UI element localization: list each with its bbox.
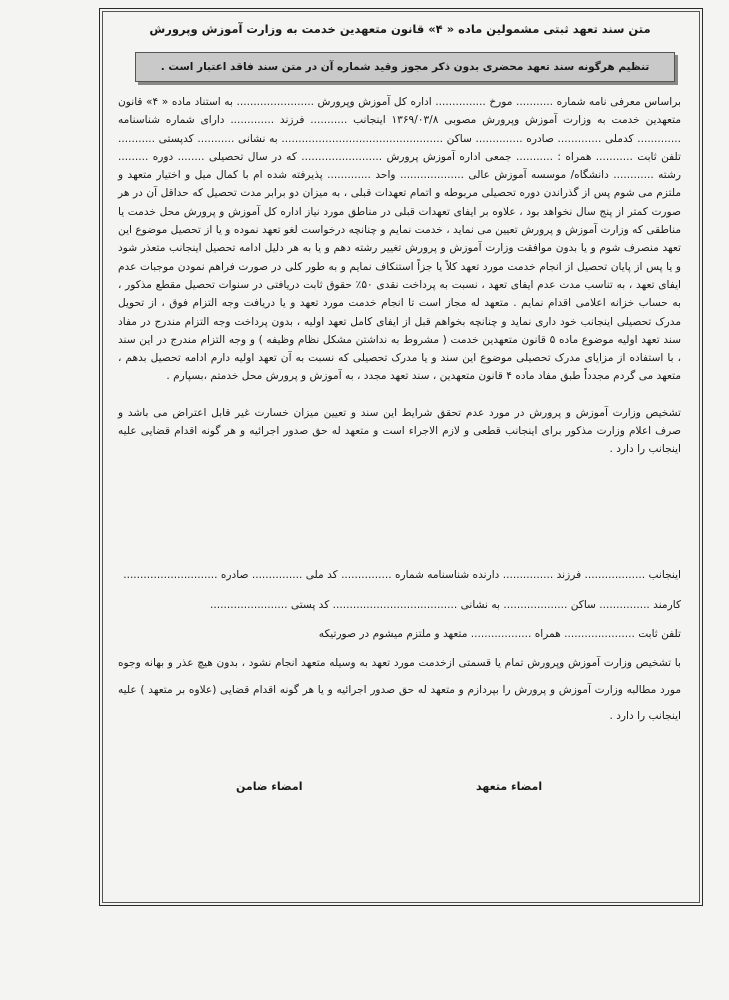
guarantor-row-phone: تلفن ثابت ..................... همراه .................. متعهد و ملتزم میشوم در صورتیکه [318,628,681,641]
guarantor-row-identity: اینجانب .................. فرزند ............... دارنده شناسنامه شماره ............... کد ملی ............... صادره ............................ [123,569,681,581]
assessment-paragraph: تشخیص وزارت آموزش و پرورش در مورد عدم تحقق شرایط این سند و تعیین میزان خسارت غیر قابل اعتراض می باشد و صرف اعلام وزارت مذکور برای اینجانب قطعی و لازم الاجراء است و متعهد له حق صدور اجرائیه و هر گونه اقدام قضایی علیه اینجانب را دارد . [118,406,681,456]
guarantor-paragraph: با تشخیص وزارت آموزش وپرورش تمام یا قسمتی ازخدمت مورد تعهد به وسیله متعهد انجام نشود ، بدون هیچ عذر و بهانه وجوه مورد مطالبه وزارت آموزش و پرورش را بپردازم و متعهد له حق صدور اجرائیه و یا هر گونه اقدام قضایی (علاوه بر متعهد ) علیه اینجانب را دارد . [118,657,681,722]
guarantor-fields [118,561,681,650]
guarantor-row-address: کارمند ............... ساکن ................... به نشانی ..................................... کد پستی ....................... [210,598,681,611]
commitment-paragraph: براساس معرفی نامه شماره ........... مورخ ............... اداره کل آموزش وپرورش ....................... به استناد ماده « ۴» قانون متعهدین خدمت به وزارت آموزش وپرورش مصوبی ۱۳۶۹/۰۳/۸ اینجانب ........... فرزند ............. دارای شماره شناسنامه ............. کدملی ............. صادره .............. ساکن ................................................ به نشانی ........... کدپستی ........... تلفن ثابت ........... همراه : ........... جمعی اداره آموزش پرورش ........................ که در سال تحصیلی ........ دوره ......... رشته ............ دانشگاه/ موسسه آموزش عالی ................... واحد ............. پذیرفته شده ام با کمال میل و اختیار متعهد و ملتزم می شوم پس از گذراندن دوره تحصیلی مربوطه و اتمام تعهدات قبلی ، به میزان دو برابر مدت تحصیل که حداقل آن در هر صورت کمتر از پنج سال نخواهد بود ، علاوه بر ایفای تعهدات قبلی در مناطق مورد نیاز اداره کل آموزش و پرورش محل خدمت یا مناطقی که وزارت آموزش و پرورش تعیین می نماید ، خدمت نمایم و چنانچه درخواست لغو تعهد نموده و یا از تحصیل موضوع این تعهد منصرف شوم و یا بدون موافقت وزارت آموزش و پرورش تغییر رشته دهم و یا به هر دلیل ادامه تحصیل اینجانب متعذر شود و یا پس از پایان تحصیل از انجام خدمت مورد تعهد کلاً یا جزاً استنکاف نمایم و به طور کلی در صورت فراهم نمودن موجبات عدم ایفای تعهد ، به تناسب مدت عدم ایفای تعهد ، نسبت به پرداخت نقدی ۵۰٪ حقوق ثابت دریافتی در سنوات تحصیل مقطع مذکور ، به حساب خزانه اعلامی اقدام نمایم . متعهد له مجاز است تا انجام خدمت مورد تعهد و یا دریافت وجه التزام فوق ، از تحویل مدرک تحصیلی اینجانب خود داری نماید و چنانچه بخواهم قبل از ایفای کامل تعهد اولیه ، بدون پرداخت وجه التزام مندرج در مفاد سند تعهد اولیه موضوع ماده ۵ قانون متعهدین خدمت ( مشروط به نداشتن مشکل نظام وظیفه ) و وجه التزام مندرج در این سند ، با استفاده از مزایای مدرک تحصیلی موضوع این سند و یا مدرک تحصیلی که نسبت به آن تعهد اولیه دارم ادامه تحصیل بدهم ، متعهد می گردم مجدداً طبق مفاد ماده ۴ قانون متعهدین ، سند تعهد مجدد ، به آموزش و پرورش محل خدمتم ،بسپارم . [118,96,682,383]
document-body [118,93,681,459]
committed-signature-label: امضاء متعهد [476,780,543,793]
notice-box: تنظیم هرگونه سند تعهد محضری بدون ذکر مجوز وقید شماره آن در متن سند فاقد اعتبار است . [135,52,675,82]
guarantor-signature-label: امضاء ضامن [236,780,303,793]
document-title: متن سند تعهد ثبتی مشمولین ماده « ۴» قانون متعهدین خدمت به وزارت آموزش وپرورش [149,22,651,36]
